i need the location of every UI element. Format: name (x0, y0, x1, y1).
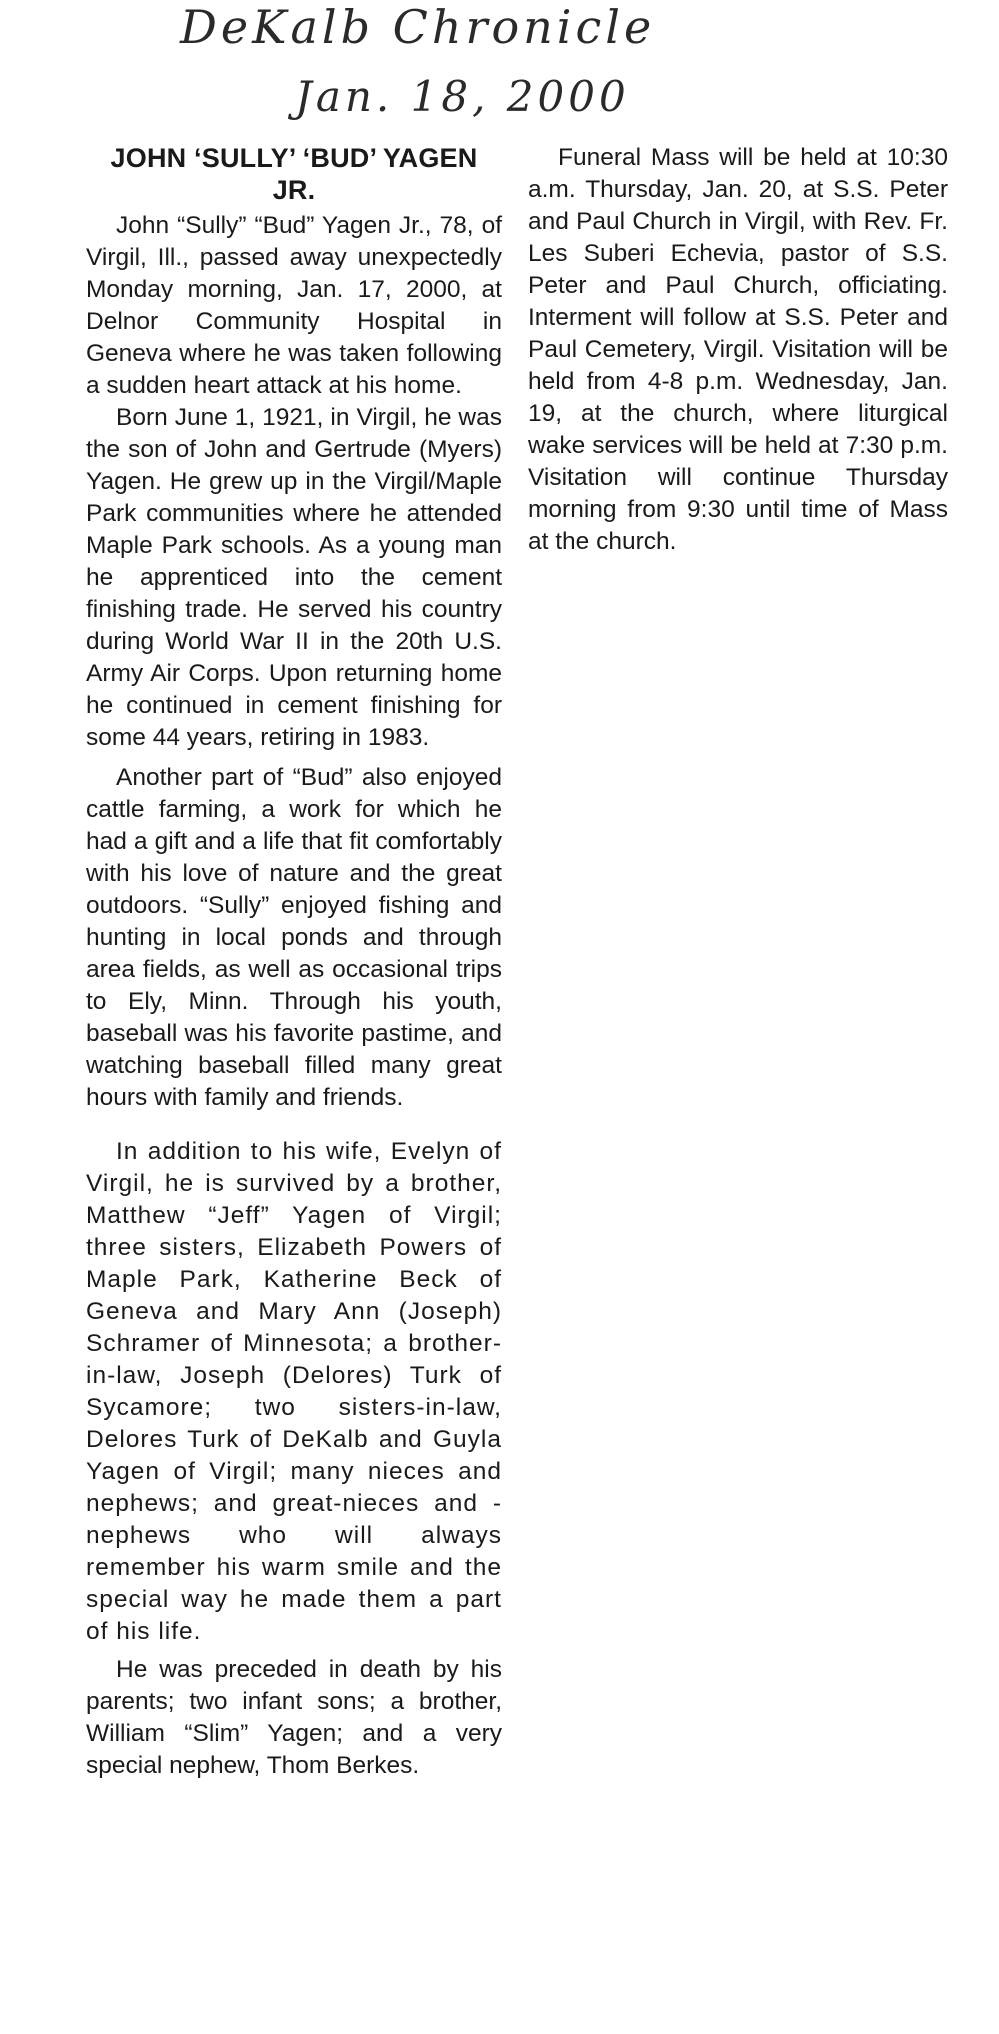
obituary-paragraph: Born June 1, 1921, in Virgil, he was the son of John and Gertrude (Myers) Yagen. He grew up in the Virgil/Maple Park communities where he attended Maple Park schools. As a young man he apprenticed into the cement finishing trade. He served his country during World War II in the 20th U.S. Army Air Corps. Upon returning home he continued in cement finishing for some 44 years, retiring in 1983. (86, 404, 502, 751)
obituary-paragraph: He was preceded in death by his parents; two infant sons; a brother, William “Slim” Yagen; and a very special nephew, Thom Berkes. (86, 1656, 502, 1779)
obituary-paragraph: Funeral Mass will be held at 10:30 a.m. Thursday, Jan. 20, at S.S. Peter and Paul Church in Virgil, with Rev. Fr. Les Suberi Echevia, pastor of S.S. Peter and Paul Church, officiating. Interment will follow at S.S. Peter and Paul Cemetery, Virgil. Visitation will be held from 4-8 p.m. Wednesday, Jan. 19, at the church, where liturgical wake services will be held at 7:30 p.m. Visitation will continue Thursday morning from 9:30 until time of Mass at the church. (528, 144, 948, 555)
handwritten-date: Jan. 18, 2000 (295, 72, 630, 121)
article-column-right (528, 142, 948, 558)
handwritten-publication-name: DeKalb Chronicle (180, 0, 656, 54)
obituary-headline: JOHN ‘SULLY’ ‘BUD’ YAGEN JR. (110, 143, 478, 205)
obituary-paragraph: In addition to his wife, Evelyn of Virgil, he is survived by a brother, Matthew “Jeff” Yagen of Virgil; three sisters, Elizabeth Powers of Maple Park, Katherine Beck of Geneva and Mary Ann (Joseph) Schramer of Minnesota; a brother-in-law, Joseph (Delores) Turk of Sycamore; two sisters-in-law, Delores Turk of DeKalb and Guyla Yagen of Virgil; many nieces and nephews; and great-nieces and -nephews who will always remember his warm smile and the special way he made them a part of his life. (86, 1138, 502, 1645)
article-column-left (86, 142, 502, 1782)
obituary-paragraph: Another part of “Bud” also enjoyed cattle farming, a work for which he had a gift and a life that fit comfortably with his love of nature and the great outdoors. “Sully” enjoyed fishing and hunting in local ponds and through area fields, as well as occasional trips to Ely, Minn. Through his youth, baseball was his favorite pastime, and watching baseball filled many great hours with family and friends. (86, 764, 502, 1111)
obituary-paragraph: John “Sully” “Bud” Yagen Jr., 78, of Virgil, Ill., passed away unexpectedly Monday morning, Jan. 17, 2000, at Delnor Community Hospital in Geneva where he was taken following a sudden heart attack at his home. (86, 212, 502, 399)
